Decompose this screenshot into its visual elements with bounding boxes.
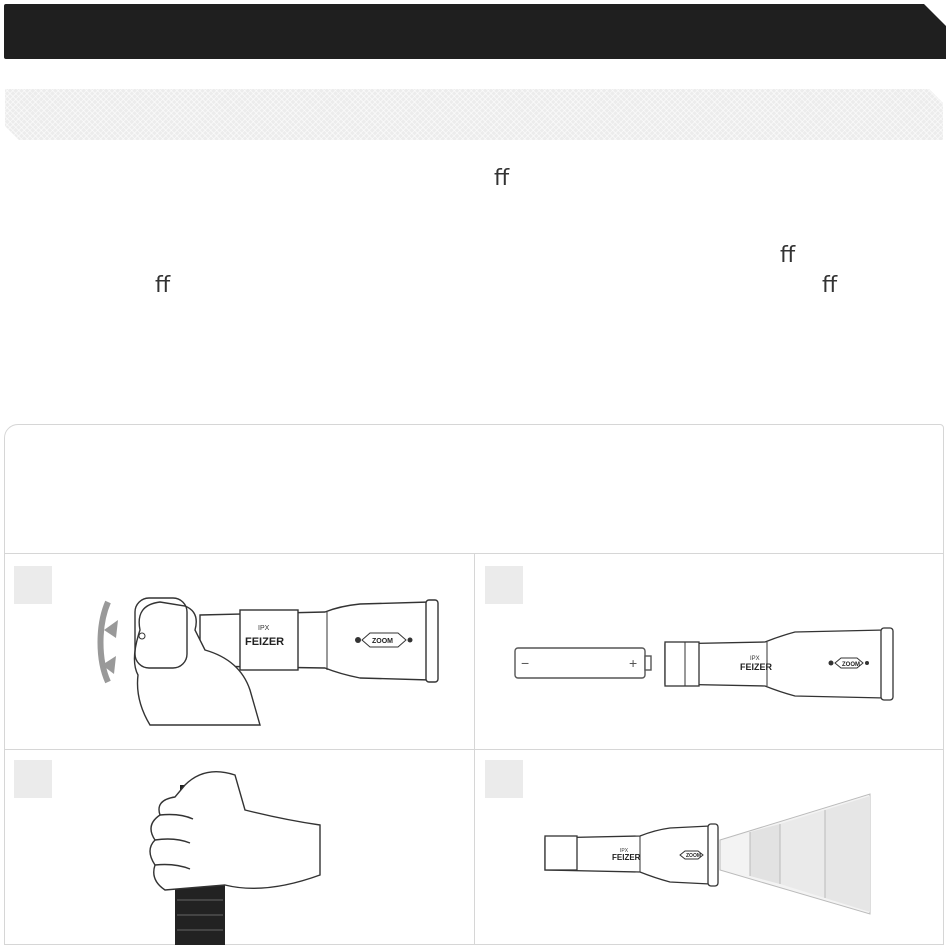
zoom-label: ZOOM bbox=[842, 662, 860, 668]
header-bar bbox=[4, 4, 946, 59]
step-badge bbox=[485, 566, 523, 604]
ligature-glyph: ﬀ bbox=[155, 273, 171, 298]
brand-small-label: IPX bbox=[258, 625, 270, 632]
ligature-glyph: ﬀ bbox=[780, 243, 796, 268]
step-badge bbox=[485, 760, 523, 798]
arrow-head-icon bbox=[104, 620, 118, 638]
dot-icon bbox=[355, 637, 361, 643]
brand-small-label: IPX bbox=[620, 848, 629, 854]
illustration-press-switch bbox=[145, 765, 325, 945]
ligature-glyph: ﬀ bbox=[494, 166, 510, 191]
battery-plus-label: + bbox=[629, 655, 638, 671]
illustration-light-beam bbox=[540, 790, 880, 920]
subheader-bar bbox=[5, 89, 943, 140]
battery-minus-label: − bbox=[521, 655, 530, 671]
brand-small-label: IPX bbox=[750, 656, 760, 662]
zoom-label: ZOOM bbox=[372, 638, 393, 645]
light-beam-icon bbox=[720, 794, 870, 914]
step-badge bbox=[14, 566, 52, 604]
brand-label: FEIZER bbox=[740, 662, 773, 672]
ligature-glyph: ﬀ bbox=[822, 273, 838, 298]
brand-label: FEIZER bbox=[245, 636, 285, 648]
brand-label: FEIZER bbox=[612, 853, 641, 862]
step-badge bbox=[14, 760, 52, 798]
panel-divider bbox=[474, 553, 475, 945]
rotate-arrow-icon bbox=[101, 602, 109, 682]
illustration-unscrew-tailcap bbox=[90, 590, 450, 730]
zoom-label: ZOOM bbox=[686, 853, 701, 859]
illustration-insert-battery bbox=[505, 618, 935, 718]
dot-icon bbox=[829, 661, 834, 666]
dot-icon bbox=[865, 661, 869, 665]
dot-icon bbox=[408, 638, 413, 643]
hand-icon bbox=[150, 772, 320, 890]
